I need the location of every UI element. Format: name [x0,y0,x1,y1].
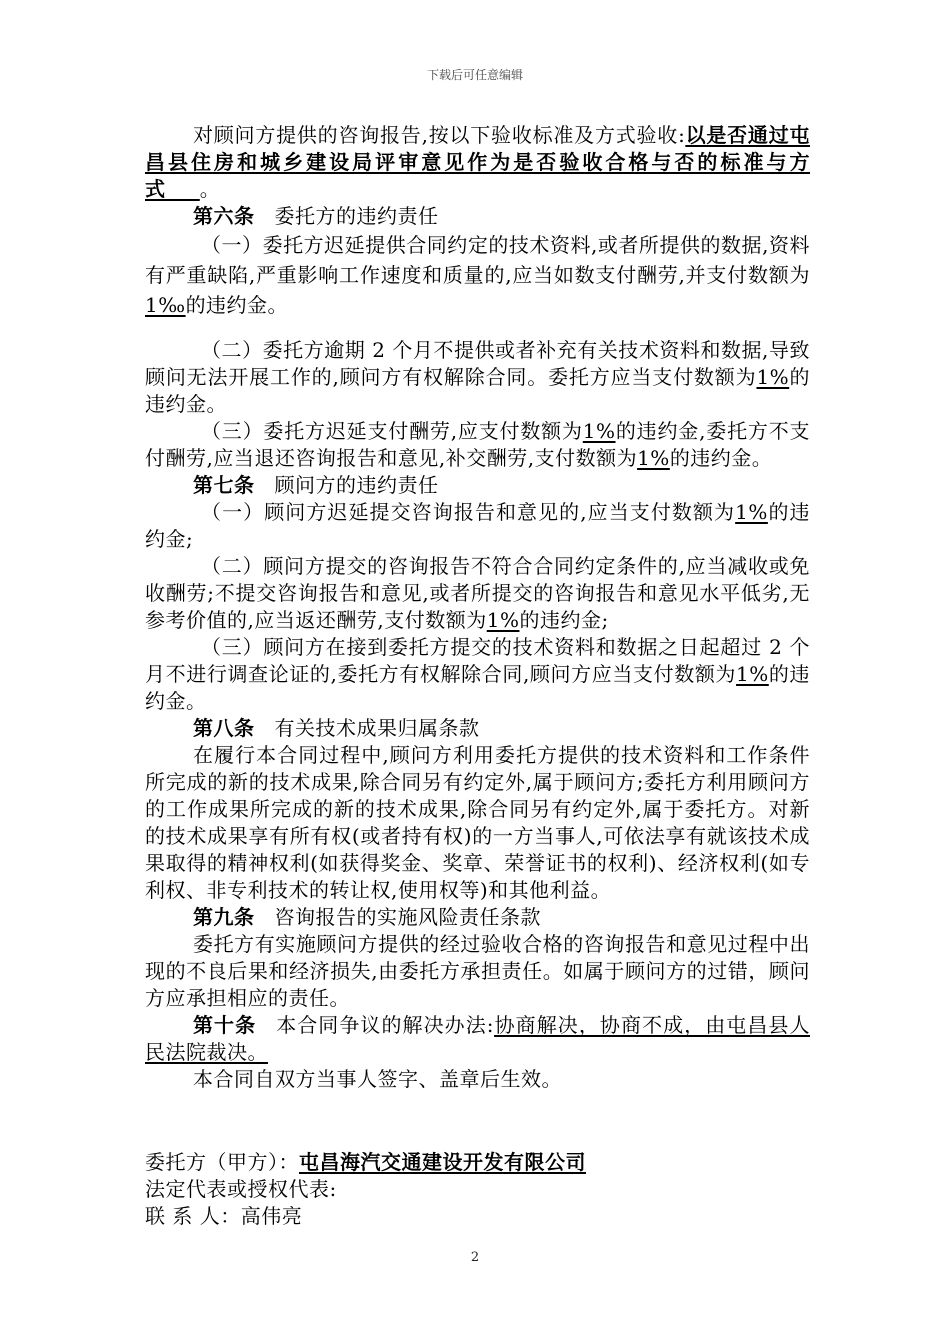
article-7-title: 第七条 [193,473,255,497]
article-8-text: 在履行本合同过程中,顾问方利用委托方提供的技术资料和工作条件所完成的新的技术成果,除合同另有约定外,属于顾问方;委托方利用顾问方的工作成果所完成的新的技术成果,除合同另有约定外,属于委托方。对新的技术成果享有所有权(或者持有权)的一方当事人,可依法享有就该技术成果取得的精神权利(如获得奖金、奖章、荣誉证书的权利)、经济权利(如专利权、非专利技术的转让权,使用权等)和其他利益。 [145,743,810,902]
article-9-heading: 第九条 咨询报告的实施风险责任条款 [193,905,541,929]
rate-value: 1% [637,446,670,470]
acceptance-standard: 以是否通过屯昌县住房和城乡建设局评审意见作为是否验收合格与否的标准与方式 [145,123,810,201]
effective-clause: 本合同自双方当事人签字、盖章后生效。 [193,1067,562,1091]
article-6-clause-3: （三）委托方迟延支付酬劳,应支付数额为1%的违约金,委托方不支付酬劳,应当退还咨询报告和意见,补交酬劳,支付数额为1%的违约金。 [145,419,811,470]
rate-value: 1% [582,419,616,443]
dispute-method: 协商解决，协商不成，由屯昌县人民法院裁决。 [145,1013,810,1064]
rate-value: 1‰ [145,293,186,317]
contact-label: 联 系 人： [145,1204,241,1228]
acceptance-intro: 对顾问方提供的咨询报告,按以下验收标准及方式验收: [193,123,686,147]
document-body [145,122,810,1230]
article-7-clause-2: （二）顾问方提交的咨询报告不符合合同约定条件的,应当减收或免收酬劳;不提交咨询报告和意见,或者所提交的咨询报告和意见水平低劣,无参考价值的,应当返还酬劳,支付数额为1%的违约金; [145,554,810,632]
article-6-clause-2: （二）委托方逾期 2 个月不提供或者补充有关技术资料和数据,导致顾问无法开展工作的,顾问方有权解除合同。委托方应当支付数额为1%的违约金。 [145,338,811,416]
contact-name: 高伟亮 [240,1204,303,1228]
article-7-clause-1: （一）顾问方迟延提交咨询报告和意见的,应当支付数额为1%的违约金; [145,500,811,551]
rate-value: 1% [486,608,520,632]
client-label: 委托方（甲方）： [145,1150,299,1174]
representative-line: 法定代表或授权代表: [145,1177,337,1201]
article-6-clause-1: （一）委托方迟延提供合同约定的技术资料,或者所提供的数据,资料有严重缺陷,严重影响工作速度和质量的,应当如数支付酬劳,并支付数额为1‰的违约金。 [145,233,810,317]
acceptance-paragraph: 对顾问方提供的咨询报告,按以下验收标准及方式验收:以是否通过屯昌县住房和城乡建设局评审意见作为是否验收合格与否的标准与方式 。 [145,123,810,201]
article-7-heading: 第七条 顾问方的违约责任 [193,473,439,497]
rate-value: 1% [756,365,790,389]
article-8-title: 第八条 [193,716,255,740]
rate-value: 1% [736,662,769,686]
article-6-heading: 第六条 委托方的违约责任 [193,204,439,228]
article-9-text: 委托方有实施顾问方提供的经过验收合格的咨询报告和意见过程中出现的不良后果和经济损失,由委托方承担责任。如属于顾问方的过错，顾问方应承担相应的责任。 [145,932,810,1010]
article-9-title: 第九条 [193,905,255,929]
rate-value: 1% [735,500,768,524]
client-line [145,1149,810,1176]
article-7-clause-3: （三）顾问方在接到委托方提交的技术资料和数据之日起超过 2 个月不进行调查论证的,委托方有权解除合同,顾问方应当支付数额为1%的违约金。 [145,635,811,713]
page-header: 下载后可任意编辑 [426,68,523,82]
page-number: 2 [470,1250,480,1265]
article-10-title: 第十条 [193,1013,257,1037]
article-6-title: 第六条 [193,204,255,228]
client-name: 屯昌海汽交通建设开发有限公司 [299,1150,586,1174]
article-10-paragraph: 第十条 本合同争议的解决办法:协商解决，协商不成，由屯昌县人民法院裁决。 [145,1013,810,1064]
article-8-heading: 第八条 有关技术成果归属条款 [193,716,480,740]
contact-line [145,1203,810,1230]
